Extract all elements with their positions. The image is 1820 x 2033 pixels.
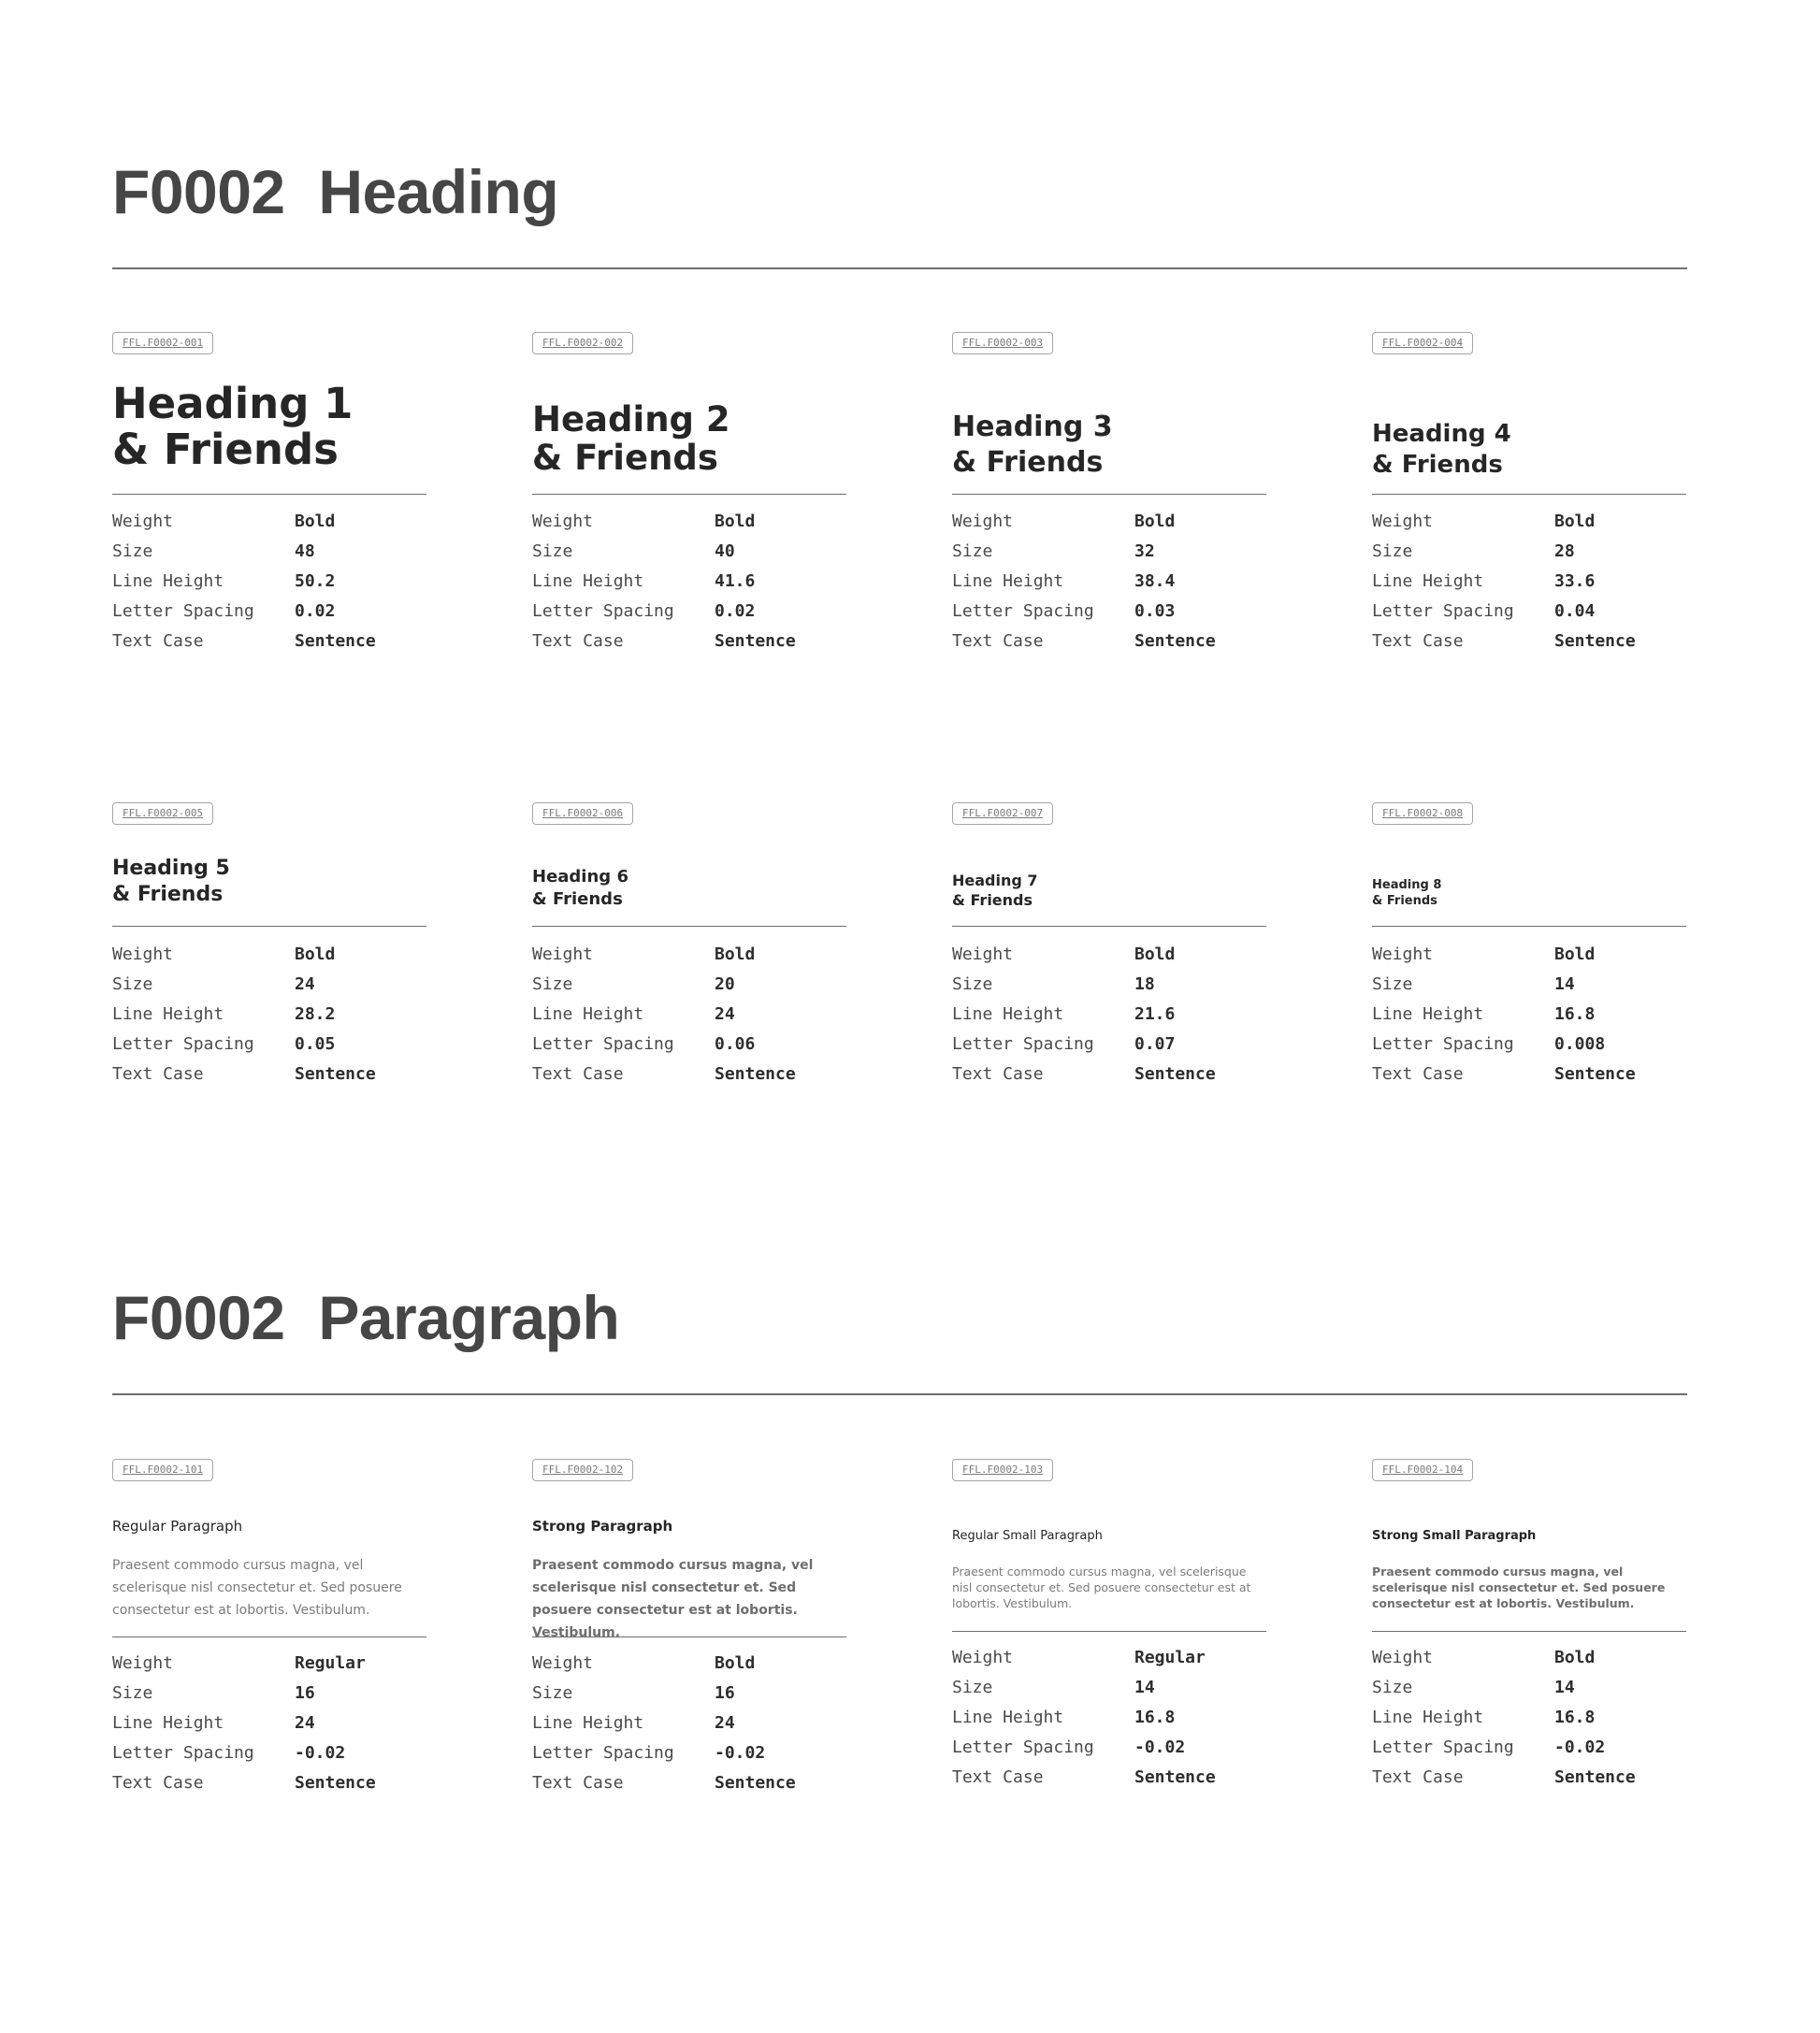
spec-row: Text Case Sentence [1372,630,1636,651]
spec-list [1372,506,1686,656]
spec-row: Size 14 [1372,1677,1575,1697]
spec-row: Text Case Sentence [532,1063,796,1084]
spec-row: Letter Spacing -0.02 [532,1742,766,1763]
section-title [112,1283,620,1352]
section-divider [112,1393,1687,1395]
card-divider [1372,494,1686,495]
section-divider [112,267,1687,269]
paragraph-style-label: Strong Small Paragraph [1372,1529,1537,1543]
spec-row: Line Height 16.8 [1372,1003,1596,1024]
paragraph-sample: Praesent commodo cursus magna, vel scelerisque nisl consectetur et. Sed posuere consectetur est at lobortis. Vestibulum. [952,1564,1251,1610]
spec-row: Weight Bold [532,1652,756,1673]
spec-list [532,1648,846,1797]
heading-sample: Heading 8 & Friends [1372,878,1442,908]
heading-sample: Heading 2 & Friends [532,399,730,478]
card-divider [1372,926,1686,927]
section-title [112,157,559,226]
heading-sample: Heading 6 & Friends [532,867,628,909]
paragraph-sample: Praesent commodo cursus magna, vel scelerisque nisl consectetur et. Sed posuere consectetur est at lobortis. Vestibulum. [1372,1564,1666,1610]
card-divider [952,1631,1266,1632]
paragraph-style-label: Regular Paragraph [112,1518,243,1535]
spec-row: Weight Bold [1372,1647,1596,1667]
token-tag: FFL.F0002-103 [952,1459,1053,1481]
card-divider [532,926,846,927]
spec-row: Text Case Sentence [952,630,1216,651]
card-divider [532,494,846,495]
card-divider [532,1636,846,1637]
spec-row: Line Height 33.6 [1372,570,1596,591]
spec-list [952,939,1266,1089]
spec-row: Size 48 [112,541,315,561]
heading-sample: Heading 5 & Friends [112,857,230,906]
token-tag: FFL.F0002-007 [952,802,1053,825]
spec-list [112,939,426,1089]
spec-row: Weight Bold [112,944,336,964]
spec-row: Weight Bold [532,511,756,531]
spec-row: Text Case Sentence [532,630,796,651]
spec-row: Weight Bold [1372,511,1596,531]
spec-row: Letter Spacing 0.04 [1372,600,1596,621]
token-tag: FFL.F0002-003 [952,332,1053,354]
spec-row: Size 18 [952,973,1155,994]
spec-row: Line Height 28.2 [112,1003,336,1024]
token-tag: FFL.F0002-004 [1372,332,1473,354]
spec-row: Line Height 38.4 [952,570,1176,591]
spec-row: Text Case Sentence [952,1063,1216,1084]
spec-list [1372,939,1686,1089]
paragraph-style-label: Strong Paragraph [532,1518,673,1535]
spec-row: Letter Spacing 0.008 [1372,1033,1606,1054]
spec-row: Size 40 [532,541,735,561]
paragraph-style-label: Regular Small Paragraph [952,1529,1103,1543]
card-divider [112,1636,426,1637]
spec-row: Line Height 16.8 [1372,1707,1596,1727]
spec-row: Letter Spacing -0.02 [1372,1737,1606,1757]
section-name: Paragraph [318,1283,620,1352]
spec-row: Line Height 50.2 [112,570,336,591]
spec-list [1372,1642,1686,1792]
token-tag: FFL.F0002-101 [112,1459,213,1481]
section-name: Heading [318,157,559,226]
spec-row: Text Case Sentence [1372,1766,1636,1787]
spec-row: Weight Bold [952,944,1176,964]
token-tag: FFL.F0002-102 [532,1459,633,1481]
token-tag: FFL.F0002-104 [1372,1459,1473,1481]
spec-row: Line Height 41.6 [532,570,756,591]
spec-row: Letter Spacing -0.02 [112,1742,346,1763]
spec-list [532,939,846,1089]
paragraph-sample: Praesent commodo cursus magna, vel scelerisque nisl consectetur et. Sed posuere consectetur est at lobortis. Vestibulum. [112,1558,402,1618]
card-divider [112,494,426,495]
spec-row: Line Height 24 [532,1003,735,1024]
spec-row: Weight Regular [952,1647,1206,1667]
spec-row: Letter Spacing -0.02 [952,1737,1186,1757]
spec-row: Text Case Sentence [1372,1063,1636,1084]
spec-row: Letter Spacing 0.07 [952,1033,1176,1054]
token-tag: FFL.F0002-002 [532,332,633,354]
spec-list [112,1648,426,1797]
spec-row: Weight Regular [112,1652,366,1673]
heading-sample: Heading 4 & Friends [1372,420,1511,479]
spec-row: Size 14 [952,1677,1155,1697]
spec-row: Letter Spacing 0.02 [112,600,336,621]
token-tag: FFL.F0002-006 [532,802,633,825]
spec-row: Size 16 [532,1682,735,1703]
spec-row: Size 24 [112,973,315,994]
token-tag: FFL.F0002-005 [112,802,213,825]
spec-list [952,1642,1266,1792]
token-tag: FFL.F0002-001 [112,332,213,354]
spec-row: Text Case Sentence [952,1766,1216,1787]
spec-row: Size 20 [532,973,735,994]
heading-sample: Heading 1 & Friends [112,379,354,474]
card-divider [112,926,426,927]
spec-row: Text Case Sentence [112,1772,376,1793]
token-tag: FFL.F0002-008 [1372,802,1473,825]
spec-row: Size 16 [112,1682,315,1703]
spec-row: Letter Spacing 0.06 [532,1033,756,1054]
heading-sample: Heading 3 & Friends [952,411,1113,479]
spec-row: Size 14 [1372,973,1575,994]
spec-row: Letter Spacing 0.03 [952,600,1176,621]
spec-row: Weight Bold [112,511,336,531]
spec-row: Weight Bold [952,511,1176,531]
spec-row: Letter Spacing 0.02 [532,600,756,621]
spec-row: Line Height 21.6 [952,1003,1176,1024]
spec-row: Size 32 [952,541,1155,561]
spec-row: Text Case Sentence [532,1772,796,1793]
card-divider [952,494,1266,495]
heading-sample: Heading 7 & Friends [952,872,1038,909]
spec-row: Line Height 24 [112,1712,315,1733]
card-divider [952,926,1266,927]
spec-row: Weight Bold [532,944,756,964]
spec-row: Letter Spacing 0.05 [112,1033,336,1054]
section-code: F0002 [112,1283,285,1352]
spec-row: Weight Bold [1372,944,1596,964]
section-code: F0002 [112,157,285,226]
spec-list [112,506,426,656]
spec-row: Size 28 [1372,541,1575,561]
spec-row: Text Case Sentence [112,1063,376,1084]
spec-row: Line Height 24 [532,1712,735,1733]
spec-row: Line Height 16.8 [952,1707,1176,1727]
paragraph-sample: Praesent commodo cursus magna, vel scelerisque nisl consectetur et. Sed posuere consectetur est at lobortis. Vestibulum. [532,1558,814,1640]
spec-list [532,506,846,656]
spec-row: Text Case Sentence [112,630,376,651]
spec-list [952,506,1266,656]
card-divider [1372,1631,1686,1632]
